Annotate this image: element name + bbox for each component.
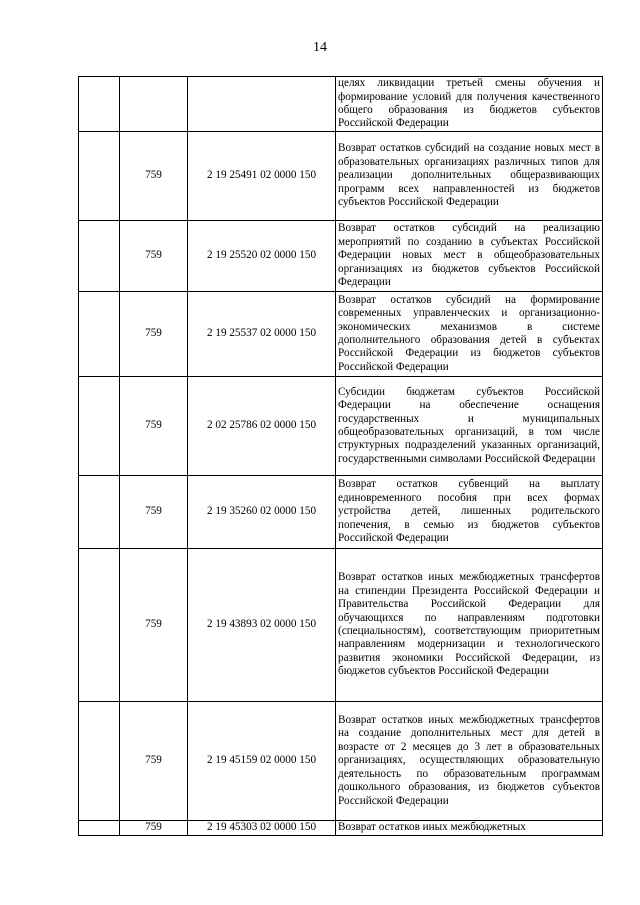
description-cell: Возврат остатков субсидий на реализацию мероприятий по созданию в субъектах Российской Федерации новых мест в общеобразовательных организациях из бюджетов субъектов Российской Федерации: [336, 221, 603, 292]
description-cell: Возврат остатков субсидий на создание новых мест в образовательных организациях различных типов для реализации дополнительных общеразвивающих программ всех направленностей из бюджетов субъектов Российской Федерации: [336, 132, 603, 221]
admin-code-cell: 759: [120, 821, 188, 836]
table-row: [79, 821, 603, 836]
description-cell: Возврат остатков субсидий на формирование современных управленческих и организационно-экономических механизмов в системе дополнительного образования детей в субъектах Российской Федерации из бюджетов субъектов Российской Федерации: [336, 292, 603, 377]
description-cell: целях ликвидации третьей смены обучения и формирование условий для получения качественного общего образования из бюджетов субъектов Российской Федерации: [336, 77, 603, 132]
table-row: [79, 132, 603, 221]
row-number-cell: [79, 476, 120, 549]
page-number: 14: [313, 40, 327, 55]
row-number-cell: [79, 377, 120, 476]
row-number-cell: [79, 549, 120, 702]
table-row: [79, 292, 603, 377]
admin-code-cell: 759: [120, 292, 188, 377]
table-row: [79, 377, 603, 476]
table-row: [79, 77, 603, 132]
budget-code-cell: 2 19 43893 02 0000 150: [188, 549, 336, 702]
admin-code-cell: 759: [120, 132, 188, 221]
budget-code-cell: 2 19 25491 02 0000 150: [188, 132, 336, 221]
row-number-cell: [79, 221, 120, 292]
description-cell: Субсидии бюджетам субъектов Российской Федерации на обеспечение оснащения государственных и муниципальных общеобразовательных организаций, в том числе структурных подразделений указанных организаций, государственными символами Российской Федерации: [336, 377, 603, 476]
admin-code-cell: [120, 77, 188, 132]
row-number-cell: [79, 821, 120, 836]
description-cell: Возврат остатков иных межбюджетных: [336, 821, 603, 836]
budget-code-cell: 2 19 45159 02 0000 150: [188, 702, 336, 821]
description-cell: Возврат остатков иных межбюджетных трансфертов на создание дополнительных мест для детей в возрасте от 2 месяцев до 3 лет в образовательных организациях, осуществляющих образовательную деятельность по образовательным программам дошкольного образования, из бюджетов субъектов Российской Федерации: [336, 702, 603, 821]
row-number-cell: [79, 292, 120, 377]
admin-code-cell: 759: [120, 476, 188, 549]
budget-code-cell: 2 19 25537 02 0000 150: [188, 292, 336, 377]
table-row: [79, 702, 603, 821]
budget-code-cell: 2 02 25786 02 0000 150: [188, 377, 336, 476]
table-row: [79, 549, 603, 702]
admin-code-cell: 759: [120, 549, 188, 702]
description-cell: Возврат остатков иных межбюджетных трансфертов на стипендии Президента Российской Федерации и Правительства Российской Федерации для обучающихся по направлениям подготовки (специальностям), соответствующим приоритетным направлениям модернизации и технологического развития экономики Российской Федерации, из бюджетов субъектов Российской Федерации: [336, 549, 603, 702]
budget-code-cell: [188, 77, 336, 132]
budget-code-cell: 2 19 35260 02 0000 150: [188, 476, 336, 549]
budget-code-cell: 2 19 45303 02 0000 150: [188, 821, 336, 836]
table-row: [79, 221, 603, 292]
budget-code-cell: 2 19 25520 02 0000 150: [188, 221, 336, 292]
admin-code-cell: 759: [120, 221, 188, 292]
description-cell: Возврат остатков субвенций на выплату единовременного пособия при всех формах устройства детей, лишенных родительского попечения, в семью из бюджетов субъектов Российской Федерации: [336, 476, 603, 549]
row-number-cell: [79, 132, 120, 221]
admin-code-cell: 759: [120, 377, 188, 476]
table-row: [79, 476, 603, 549]
budget-classification-table: [78, 76, 603, 836]
row-number-cell: [79, 77, 120, 132]
row-number-cell: [79, 702, 120, 821]
admin-code-cell: 759: [120, 702, 188, 821]
